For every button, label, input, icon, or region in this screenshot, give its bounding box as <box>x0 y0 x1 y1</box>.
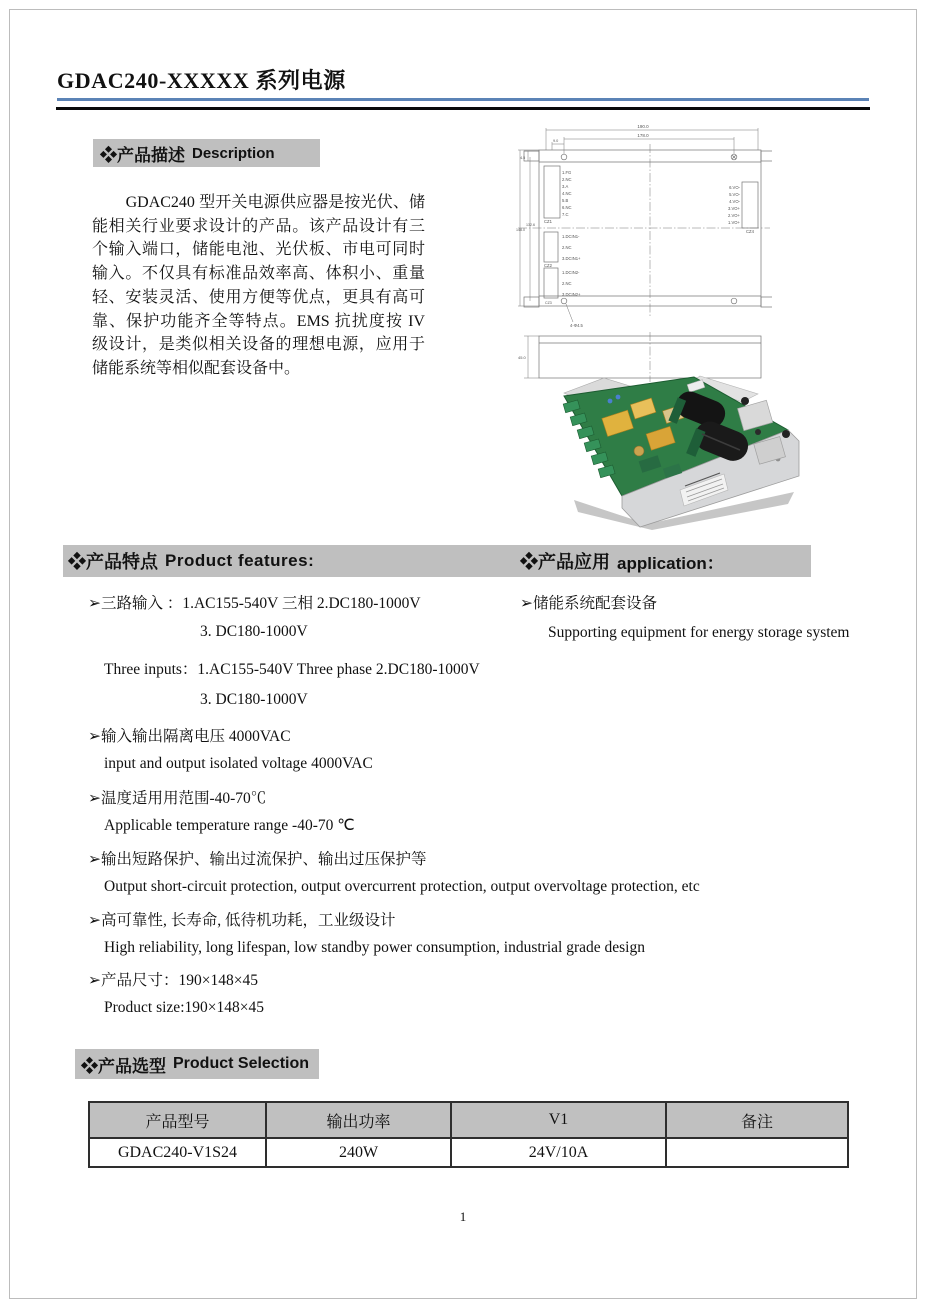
drawing-connector-labels <box>544 170 755 305</box>
feature-line: ➢产品尺寸：190×148×45 <box>88 972 258 989</box>
svg-text:6.NC: 6.NC <box>562 205 572 210</box>
feature-line: Output short-circuit protection, output overcurrent protection, output overvoltage protection, etc <box>104 878 700 895</box>
section-selection-en: Product Selection <box>173 1055 310 1072</box>
section-features-en: Product features: <box>165 551 315 570</box>
product-selection-table <box>88 1101 849 1168</box>
section-application-en: application： <box>617 553 724 573</box>
svg-text:190.0: 190.0 <box>637 124 649 129</box>
col-header-power: 输出功率 <box>266 1102 451 1138</box>
svg-text:5.VO-: 5.VO- <box>729 192 740 197</box>
page-title: GDAC240-XXXXX 系列电源 <box>57 68 346 93</box>
section-application-heading <box>520 547 724 575</box>
feature-line: ➢温度适用用范围-40-70℃ <box>88 790 267 807</box>
feature-line: High reliability, long lifespan, low standby power consumption, industrial grade design <box>104 939 645 956</box>
svg-text:3.DCIN1+: 3.DCIN1+ <box>562 256 581 261</box>
svg-text:CZ1: CZ1 <box>544 219 552 224</box>
feature-line: 3. DC180-1000V <box>200 691 308 708</box>
svg-text:CZ3: CZ3 <box>545 301 552 305</box>
svg-text:6.VO-: 6.VO- <box>729 185 740 190</box>
pcb-photo-graphic <box>563 376 799 530</box>
feature-line: ➢输入输出隔离电压 4000VAC <box>88 728 291 745</box>
feature-line: ➢高可靠性, 长寿命, 低待机功耗，工业级设计 <box>88 912 396 929</box>
cell-model: GDAC240-V1S24 <box>89 1138 266 1167</box>
svg-text:4-Φ4.5: 4-Φ4.5 <box>570 323 583 328</box>
section-features-zh: ❖产品特点 <box>68 552 158 572</box>
table-header-row <box>89 1102 848 1138</box>
drawing-outline <box>518 128 772 382</box>
dimension-drawing <box>516 120 772 382</box>
feature-line: Product size:190×148×45 <box>104 999 264 1016</box>
svg-text:3.A: 3.A <box>562 184 569 189</box>
description-paragraph: GDAC240 型开关电源供应器是按光伏、储能相关行业要求设计的产品。该产品设计有三个输入端口，储能电池、光伏板、市电可同时输入。不仅具有标准品效率高、体积小、重量轻、安装灵活、使用方便等优点，更具有高可靠、保护功能齐全等特点。EMS 抗扰度按 IV 级设计，是类似相关设备的理想电源，应用于储能系统等相似配套设备中。 <box>92 194 425 377</box>
svg-text:2.NC: 2.NC <box>562 245 572 250</box>
product-photo <box>552 374 808 530</box>
svg-text:CZ4: CZ4 <box>746 229 754 234</box>
feature-line: Applicable temperature range -40-70 ℃ <box>104 817 355 834</box>
feature-line: ➢三路输入 ：1.AC155-540V 三相 2.DC180-1000V <box>88 595 421 612</box>
feature-line: 3. DC180-1000V <box>200 623 308 640</box>
feature-line: ➢输出短路保护、输出过流保护、输出过压保护等 <box>88 851 427 868</box>
svg-text:148.0: 148.0 <box>516 228 525 232</box>
table-row <box>89 1138 848 1167</box>
svg-text:2.NC: 2.NC <box>562 281 572 286</box>
page-number: 1 <box>459 1209 467 1224</box>
drawing-dimension-labels <box>516 124 649 360</box>
section-features-heading <box>68 547 314 575</box>
svg-text:1.DCIN2-: 1.DCIN2- <box>562 270 580 275</box>
svg-text:4.5: 4.5 <box>520 156 526 160</box>
section-selection-zh: ❖产品选型 <box>81 1056 166 1076</box>
cell-v1: 24V/10A <box>451 1138 666 1167</box>
svg-text:4.NC: 4.NC <box>562 191 572 196</box>
svg-text:2.VO+: 2.VO+ <box>728 213 740 218</box>
section-description-en: Description <box>192 144 275 162</box>
cell-power: 240W <box>266 1138 451 1167</box>
svg-text:2.NC: 2.NC <box>562 177 572 182</box>
header-rule <box>56 107 870 110</box>
section-description-heading <box>93 139 320 167</box>
feature-line: Three inputs：1.AC155-540V Three phase 2.DC180-1000V <box>104 661 480 678</box>
section-selection-heading <box>75 1049 319 1079</box>
section-application-zh: ❖产品应用 <box>520 552 610 572</box>
svg-text:3.DCIN2+: 3.DCIN2+ <box>562 292 581 297</box>
svg-text:3.VO+: 3.VO+ <box>728 206 740 211</box>
svg-text:132.6: 132.6 <box>526 223 535 227</box>
svg-text:1.VO+: 1.VO+ <box>728 220 740 225</box>
svg-text:7.C: 7.C <box>562 212 569 217</box>
svg-text:4.VO-: 4.VO- <box>729 199 740 204</box>
col-header-remark: 备注 <box>666 1102 848 1138</box>
application-line-en: Supporting equipment for energy storage system <box>548 624 850 641</box>
svg-text:CZ2: CZ2 <box>544 263 552 268</box>
svg-text:5.B: 5.B <box>562 198 569 203</box>
application-line-zh: ➢储能系统配套设备 <box>520 595 657 612</box>
svg-text:1.DCIN1-: 1.DCIN1- <box>562 234 580 239</box>
col-header-v1: V1 <box>451 1102 666 1138</box>
col-header-model: 产品型号 <box>89 1102 266 1138</box>
title-underline <box>57 98 869 101</box>
cell-remark <box>666 1138 848 1167</box>
svg-text:45.0: 45.0 <box>518 355 526 360</box>
svg-text:178.0: 178.0 <box>637 133 649 138</box>
svg-text:1.FG: 1.FG <box>562 170 572 175</box>
section-description-zh: ❖产品描述 <box>100 145 185 165</box>
svg-text:9.0: 9.0 <box>553 139 559 143</box>
feature-line: input and output isolated voltage 4000VAC <box>104 755 373 772</box>
